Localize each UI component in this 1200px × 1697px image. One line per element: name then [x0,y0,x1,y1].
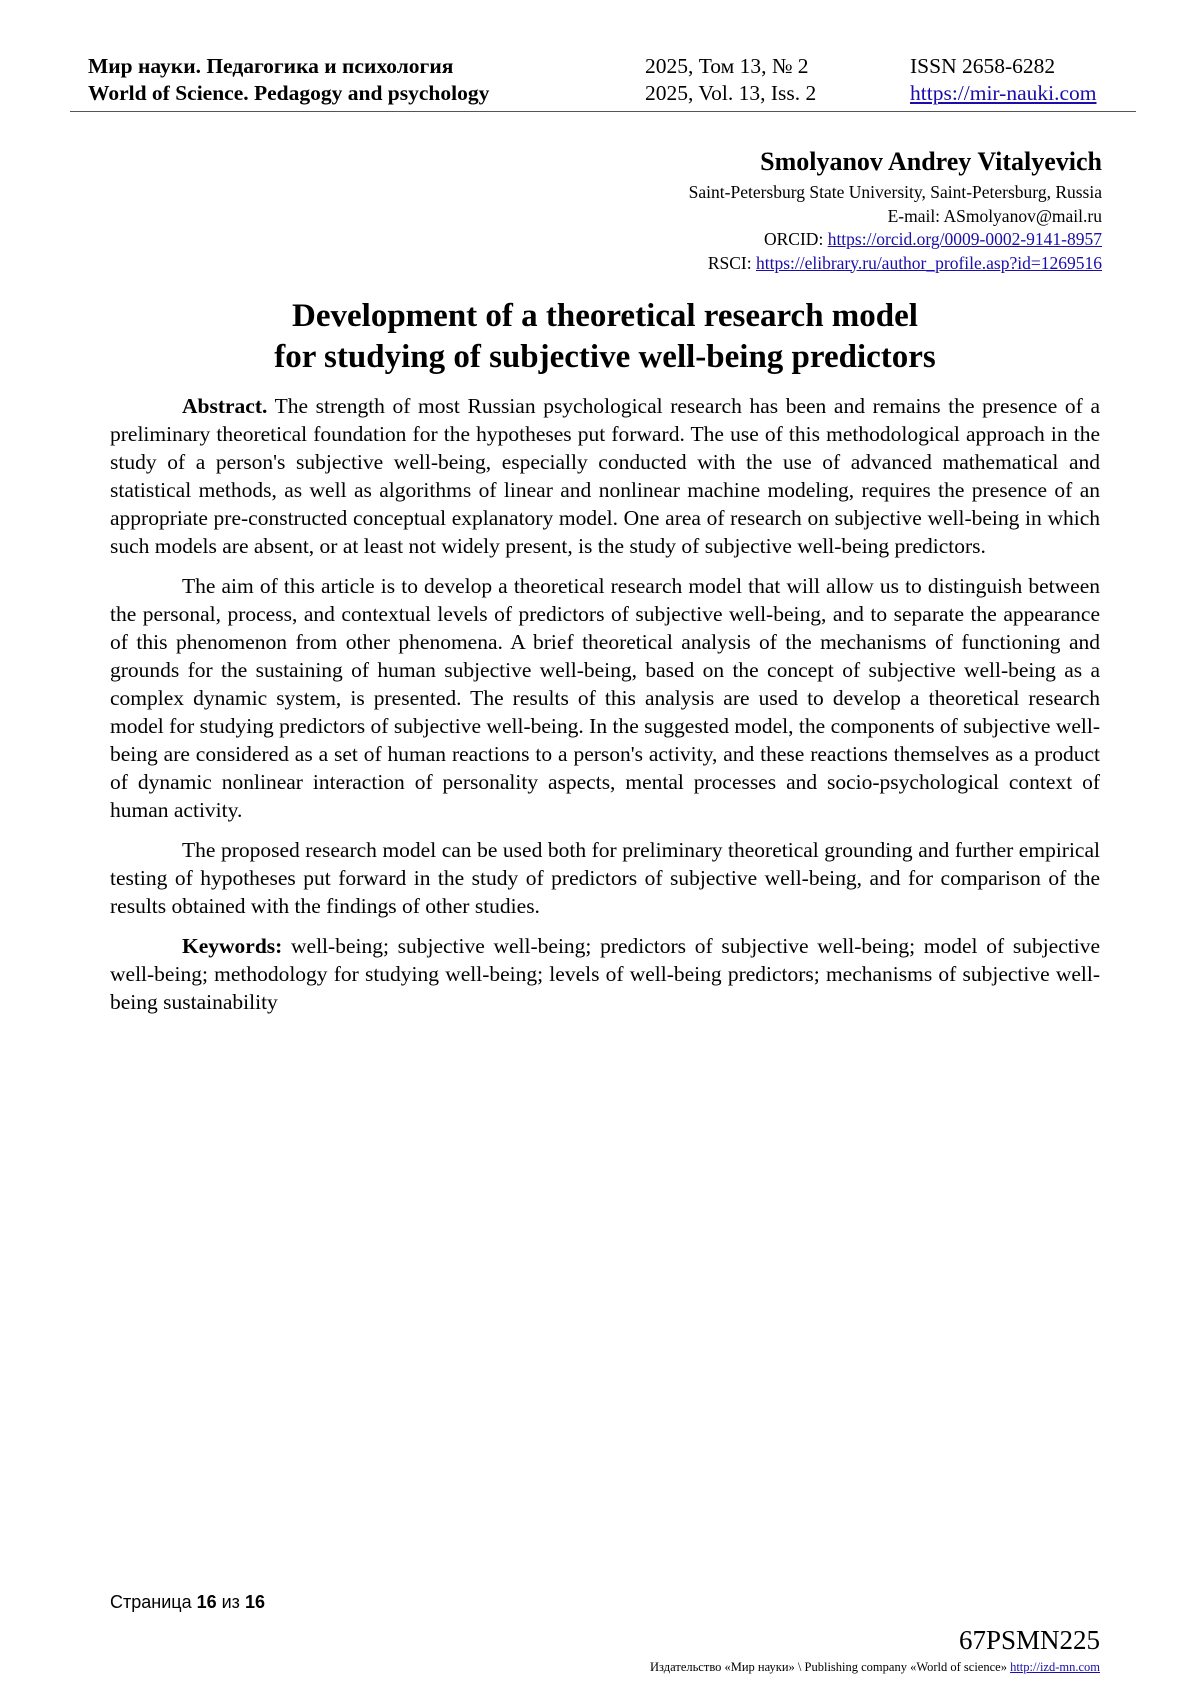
keywords-paragraph [110,932,1100,1016]
author-rsci [689,252,1102,276]
journal-website-link[interactable]: https://mir-nauki.com [910,81,1097,105]
author-orcid [689,228,1102,252]
journal-name-en: World of Science. Pedagogy and psychology [88,81,490,105]
header-row-ru [88,53,1118,80]
page-current: 16 [196,1592,217,1612]
issn: ISSN 2658-6282 [910,54,1056,78]
header-divider [70,111,1136,112]
page-middle: из [216,1592,245,1612]
abstract-paragraph-1 [110,392,1100,560]
journal-name-ru: Мир науки. Педагогика и психология [88,54,454,78]
keywords-label: Keywords: [182,934,283,958]
journal-header [88,53,1118,107]
orcid-label: ORCID: [764,229,824,249]
author-name: Smolyanov Andrey Vitalyevich [760,147,1102,176]
page-counter [110,1591,265,1613]
rsci-label: RSCI: [707,252,752,273]
keywords-text: well-being; subjective well-being; predictors of subjective well-being; model of subjective well-being; methodology for studying well-being; levels of well-being predictors; mechanisms of subjective well-being sustainability [110,934,1100,1014]
publisher-text: Издательство «Мир науки» \ Publishing company «World of science» [650,1660,1011,1674]
author-email: E-mail: ASmolyanov@mail.ru [887,205,1102,226]
abstract-paragraph-2: The aim of this article is to develop a theoretical research model that will allow us to distinguish between the personal, process, and contextual levels of predictors of subjective well-being, and to separate the appearance of this phenomenon from other phenomena. A brief theoretical analysis of the mechanisms of functioning and grounds for the sustaining of human subjective well-being, based on the concept of subjective well-being as a complex dynamic system, is presented. The results of this analysis are used to develop a theoretical research model for studying predictors of subjective well-being. In the suggested model, the components of subjective well-being are considered as a set of human reactions to a person's activity, and these reactions themselves as a product of dynamic nonlinear interaction of personality aspects, mental processes and socio-psychological context of human activity. [110,574,1100,822]
author-block [689,145,1102,275]
header-row-en [88,80,1118,107]
page-prefix: Страница [110,1592,197,1612]
publisher-link[interactable]: http://izd-mn.com [1010,1660,1100,1674]
issue-info-ru: 2025, Том 13, № 2 [645,54,809,78]
abstract-paragraph-3: The proposed research model can be used both for preliminary theoretical grounding and further empirical testing of hypotheses put forward in the study of predictors of subjective well-being, and for comparison of the results obtained with the findings of other studies. [110,838,1100,918]
rsci-link[interactable]: https://elibrary.ru/author_profile.asp?id=1269516 [755,252,1102,273]
title-line-2: for studying of subjective well-being predictors [274,339,936,375]
article-title [0,296,1200,378]
article-code: 67PSMN225 [958,1625,1100,1655]
abstract-label: Abstract. [182,394,268,418]
article-content [110,392,1100,1028]
page-total: 16 [244,1592,265,1612]
author-affiliation: Saint-Petersburg State University, Saint-Petersburg, Russia [688,182,1102,202]
publisher-line [650,1659,1100,1675]
orcid-link[interactable]: https://orcid.org/0009-0002-9141-8957 [827,229,1102,249]
abstract-text-1: The strength of most Russian psychological research has been and remains the presence of a preliminary theoretical foundation for the hypotheses put forward. The use of this methodological approach in the study of a person's subjective well-being, especially conducted with the use of advanced mathematical and statistical methods, as well as algorithms of linear and nonlinear machine modeling, requires the presence of an appropriate pre-constructed conceptual explanatory model. One area of research on subjective well-being in which such models are absent, or at least not widely present, is the study of subjective well-being predictors. [110,394,1100,558]
title-line-1: Development of a theoretical research model [292,298,918,334]
issue-info-en: 2025, Vol. 13, Iss. 2 [645,81,817,105]
